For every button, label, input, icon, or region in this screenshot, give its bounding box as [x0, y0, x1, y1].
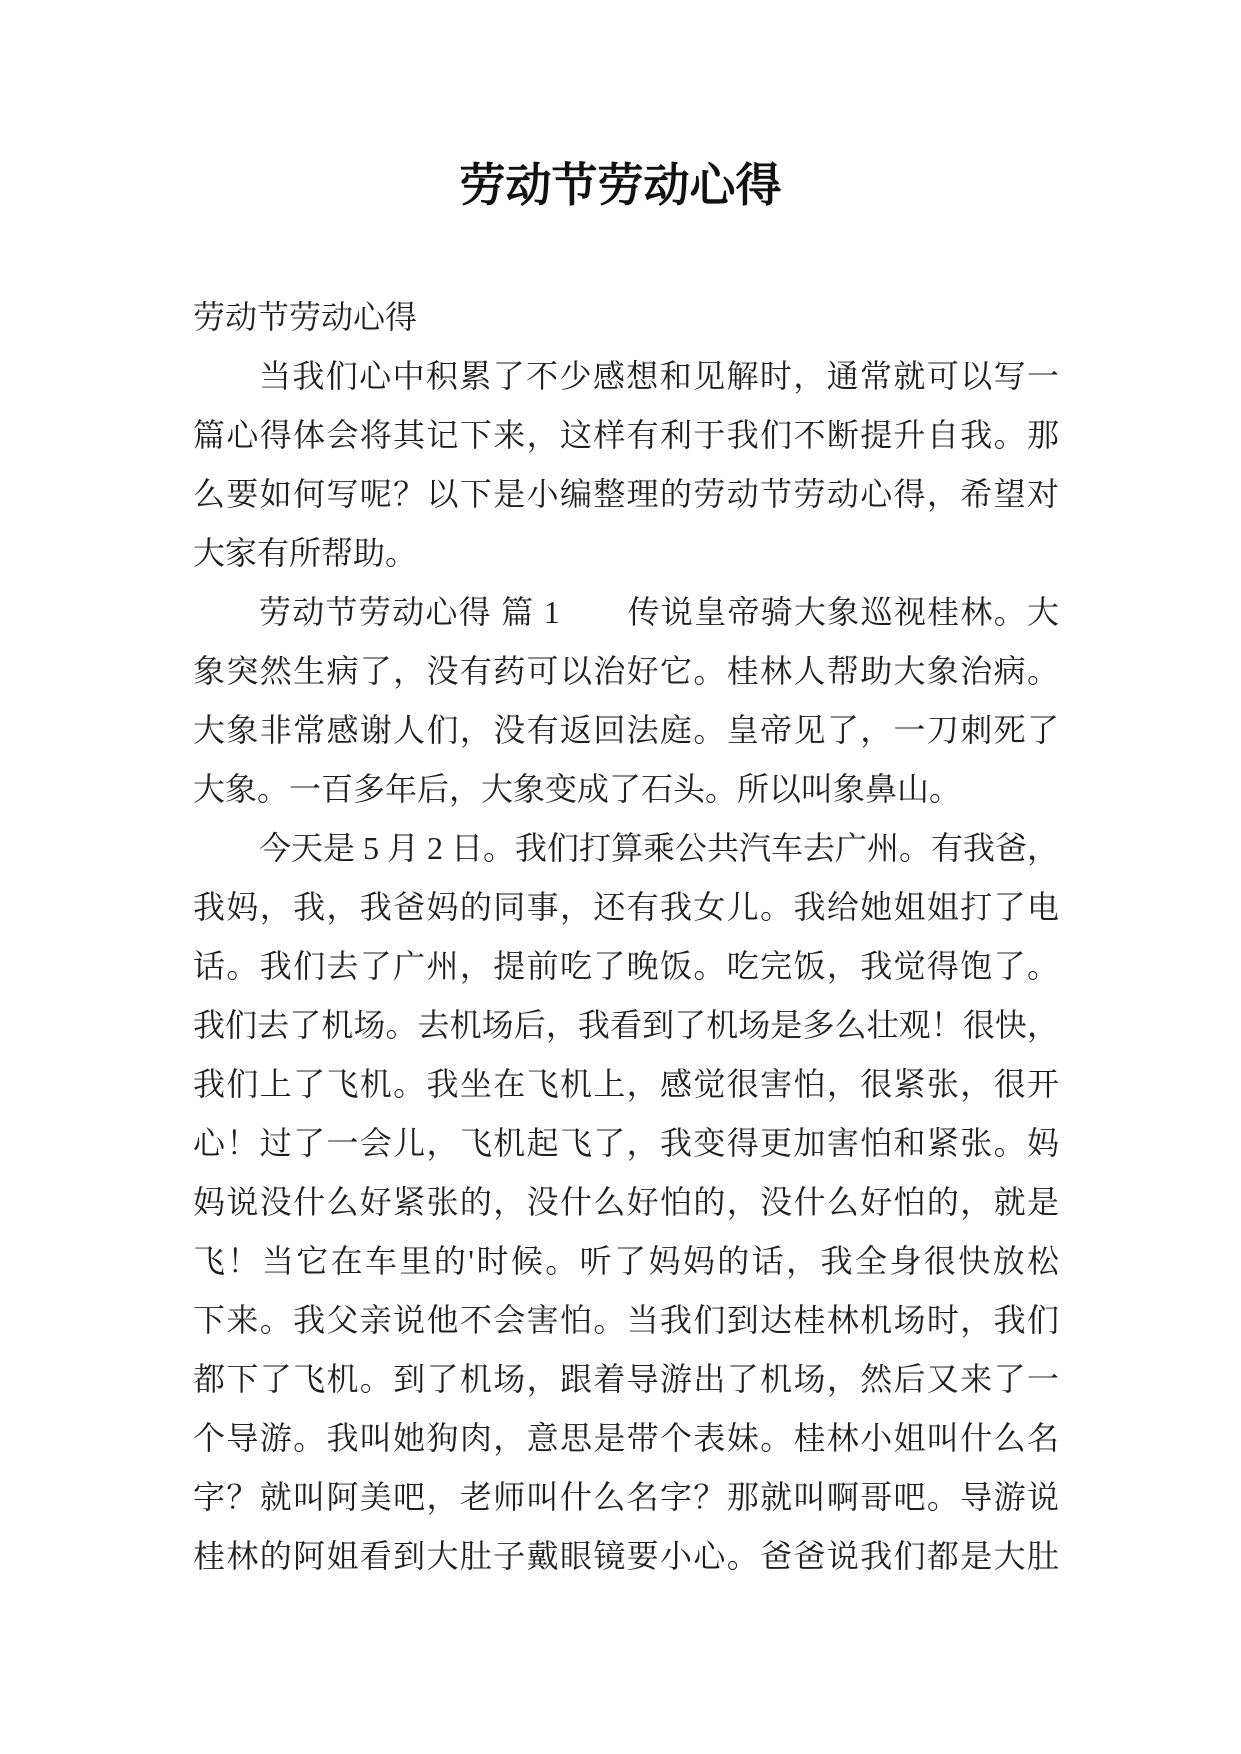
document-title: 劳动节劳动心得 [459, 158, 782, 212]
paragraph-line: 我们上了飞机。我坐在飞机上，感觉很害怕，很紧张，很开 [193, 1066, 1059, 1102]
paragraph-line: 我们去了机场。去机场后，我看到了机场是多么壮观！很快， [193, 1007, 1059, 1043]
paragraph-line: 今天是 5 月 2 日。我们打算乘公共汽车去广州。有我爸， [259, 830, 1060, 866]
paragraph-line: 劳动节劳动心得 篇 1 传说皇帝骑大象巡视桂林。大 [259, 594, 1059, 630]
paragraph-line: 字？就叫阿美吧，老师叫什么名字？那就叫啊哥吧。导游说 [193, 1479, 1059, 1515]
paragraph-line: 都下了飞机。到了机场，跟着导游出了机场，然后又来了一 [193, 1361, 1059, 1397]
paragraph-line: 大象。一百多年后，大象变成了石头。所以叫象鼻山。 [193, 771, 962, 807]
paragraph-line: 话。我们去了广州，提前吃了晚饭。吃完饭，我觉得饱了。 [193, 948, 1059, 984]
paragraph-article-1 [193, 583, 1059, 819]
paragraph-line: 桂林的阿姐看到大肚子戴眼镜要小心。爸爸说我们都是大肚 [193, 1538, 1059, 1574]
paragraph-line: 我妈，我，我爸妈的同事，还有我女儿。我给她姐姐打了电 [193, 889, 1059, 925]
paragraph-line: 么要如何写呢？以下是小编整理的劳动节劳动心得，希望对 [193, 476, 1059, 512]
paragraph-line: 妈说没什么好紧张的，没什么好怕的，没什么好怕的，就是 [193, 1184, 1059, 1220]
paragraph-line: 下来。我父亲说他不会害怕。当我们到达桂林机场时，我们 [193, 1302, 1059, 1338]
document-heading: 劳动节劳动心得 [193, 299, 418, 335]
paragraph-line: 心！过了一会儿，飞机起飞了，我变得更加害怕和紧张。妈 [193, 1125, 1059, 1161]
paragraph-line: 个导游。我叫她狗肉，意思是带个表妹。桂林小姐叫什么名 [193, 1420, 1059, 1456]
paragraph-line: 大家有所帮助。 [193, 535, 418, 571]
paragraph-line: 飞！当它在车里的'时候。听了妈妈的话，我全身很快放松 [193, 1243, 1059, 1279]
paragraph-line: 当我们心中积累了不少感想和见解时，通常就可以写一 [259, 358, 1059, 394]
paragraph-intro [193, 347, 1059, 583]
paragraph-line: 篇心得体会将其记下来，这样有利于我们不断提升自我。那 [193, 417, 1059, 453]
paragraph-line: 象突然生病了，没有药可以治好它。桂林人帮助大象治病。 [193, 653, 1059, 689]
paragraph-line: 大象非常感谢人们，没有返回法庭。皇帝见了，一刀刺死了 [193, 712, 1059, 748]
document-body [193, 288, 1059, 1586]
paragraph-story [193, 819, 1059, 1586]
